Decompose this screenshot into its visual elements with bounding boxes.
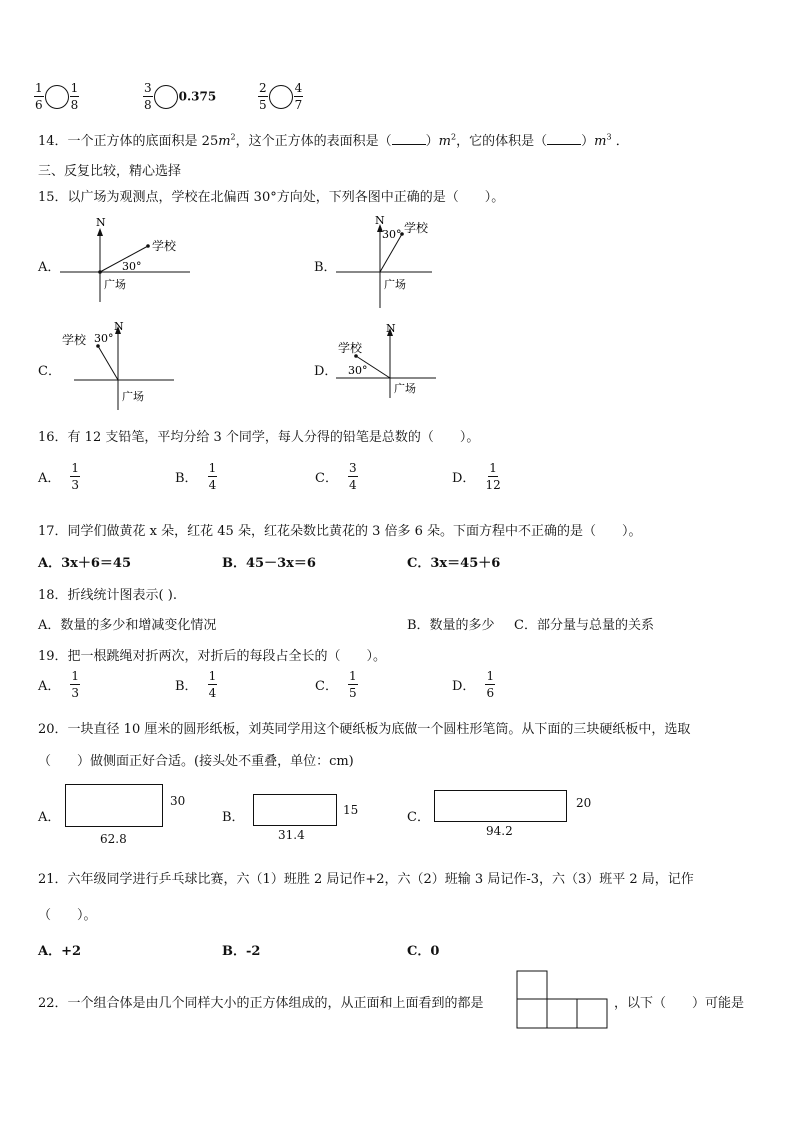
option-b-label[interactable]: B． — [314, 260, 337, 275]
option-18c[interactable]: C．部分量与总量的关系 — [514, 618, 654, 633]
question-20-line2: （ ）做侧面正好合适。(接头处不重叠，单位：cm) — [38, 754, 354, 769]
diagram-b — [336, 212, 466, 310]
option-19b[interactable]: B． $\frac{1}{4}$ — [175, 669, 217, 700]
square-label: 广场 — [384, 278, 406, 291]
height-label: 30 — [170, 794, 186, 808]
option-18a[interactable]: A．数量的多少和增减变化情况 — [38, 618, 217, 633]
diagram-c — [60, 318, 180, 410]
paper-rectangle-c — [434, 790, 567, 822]
fraction: $\frac{3}{8}$ — [144, 81, 152, 112]
diagram-d — [336, 320, 446, 400]
fraction: $\frac{1}{8}$ — [70, 81, 79, 112]
question-22-prefix: 22．一个组合体是由几个同样大小的正方体组成的，从正面和上面看到的都是 — [38, 996, 484, 1011]
compare-circle[interactable] — [154, 85, 178, 109]
north-label: N — [114, 320, 124, 333]
north-label: N — [386, 322, 396, 335]
option-21c[interactable]: C．0 — [407, 944, 440, 959]
school-label: 学校 — [62, 333, 87, 347]
north-label: N — [96, 216, 106, 229]
height-label: 15 — [343, 803, 359, 817]
question-17: 17．同学们做黄花 x 朵，红花 45 朵，红花朵数比黄花的 3 倍多 6 朵。下面方程中不正确的是（ ）。 — [38, 524, 642, 539]
width-label: 94.2 — [486, 824, 513, 838]
compare-item-1 — [34, 82, 79, 111]
question-20-line1: 20．一块直径 10 厘米的圆形纸板，刘英同学用这个硬纸板为底做一个圆柱形笔筒。从下面的三块硬纸板中，选取 — [38, 722, 691, 737]
north-label: N — [375, 214, 385, 227]
paper-rectangle-b — [253, 794, 337, 826]
question-15: 15．以广场为观测点，学校在北偏西 30°方向处，下列各图中正确的是（ ）。 — [38, 190, 505, 205]
paper-rectangle-a — [65, 784, 163, 827]
section-title: 三、反复比较，精心选择 — [38, 164, 182, 179]
option-20b-label[interactable]: B． — [222, 810, 245, 825]
angle-label: 30° — [382, 228, 402, 241]
question-21-line1: 21．六年级同学进行乒乓球比赛，六（1）班胜 2 局记作+2，六（2）班输 3 局记作-3，六（3）班平 2 局，记作 — [38, 872, 694, 887]
option-21b[interactable]: B．-2 — [222, 944, 261, 959]
question-22-suffix: ，以下（ ）可能是 — [614, 996, 745, 1011]
diagram-a — [60, 214, 190, 304]
answer-blank[interactable] — [392, 144, 426, 145]
option-20a-label[interactable]: A． — [38, 810, 61, 825]
option-19a[interactable]: A． $\frac{1}{3}$ — [38, 669, 80, 700]
option-c-label[interactable]: C． — [38, 364, 61, 379]
question-16: 16．有 12 支铅笔，平均分给 3 个同学，每人分得的铅笔是总数的（ ）。 — [38, 430, 480, 445]
square-label: 广场 — [104, 278, 126, 291]
question-14: 14．一个正方体的底面积是 $25m^2$，这个正方体的表面积是（ ）$m^2$，它的体积是（ ）$m^3$ ． — [38, 132, 629, 149]
option-16d[interactable]: D． $\frac{1}{12}$ — [452, 461, 501, 492]
compare-circle[interactable] — [269, 85, 293, 109]
angle-label: 30° — [122, 260, 142, 273]
fraction: $\frac{2}{5}$ — [259, 81, 267, 112]
angle-label: 30° — [94, 332, 114, 345]
school-label: 学校 — [338, 341, 363, 355]
height-label: 20 — [576, 796, 592, 810]
school-label: 学校 — [152, 239, 177, 253]
angle-label: 30° — [348, 364, 368, 377]
option-20c-label[interactable]: C． — [407, 810, 430, 825]
compare-item-2: $\frac{3}{8}$ 0.375 — [144, 81, 217, 112]
width-label: 62.8 — [100, 832, 127, 846]
option-19d[interactable]: D． $\frac{1}{6}$ — [452, 669, 495, 700]
cube-view-figure — [516, 970, 610, 1030]
school-label: 学校 — [404, 221, 429, 235]
answer-blank[interactable] — [547, 144, 581, 145]
question-21-line2: （ ）。 — [38, 908, 97, 923]
option-21a[interactable]: A．+2 — [38, 944, 82, 959]
compare-circle[interactable] — [45, 85, 69, 109]
question-18: 18．折线统计图表示( ). — [38, 588, 177, 603]
question-19: 19．把一根跳绳对折两次，对折后的每段占全长的（ ）。 — [38, 649, 387, 664]
option-18b[interactable]: B．数量的多少 — [407, 618, 495, 633]
option-16b[interactable]: B． $\frac{1}{4}$ — [175, 461, 217, 492]
compare-item-3 — [258, 82, 303, 111]
fraction: $\frac{1}{6}$ — [35, 81, 43, 112]
option-16c[interactable]: C． $\frac{3}{4}$ — [315, 461, 357, 492]
option-d-label[interactable]: D． — [314, 364, 338, 379]
option-16a[interactable]: A． $\frac{1}{3}$ — [38, 461, 80, 492]
width-label: 31.4 — [278, 828, 305, 842]
square-label: 广场 — [394, 382, 416, 395]
option-a-label[interactable]: A． — [38, 260, 61, 275]
option-17b[interactable]: B．45－3x＝6 — [222, 556, 316, 571]
option-17a[interactable]: A．3x＋6＝45 — [38, 556, 132, 571]
option-19c[interactable]: C． $\frac{1}{5}$ — [315, 669, 357, 700]
fraction: $\frac{4}{7}$ — [294, 81, 303, 112]
square-label: 广场 — [122, 390, 144, 403]
option-17c[interactable]: C．3x＝45＋6 — [407, 556, 501, 571]
